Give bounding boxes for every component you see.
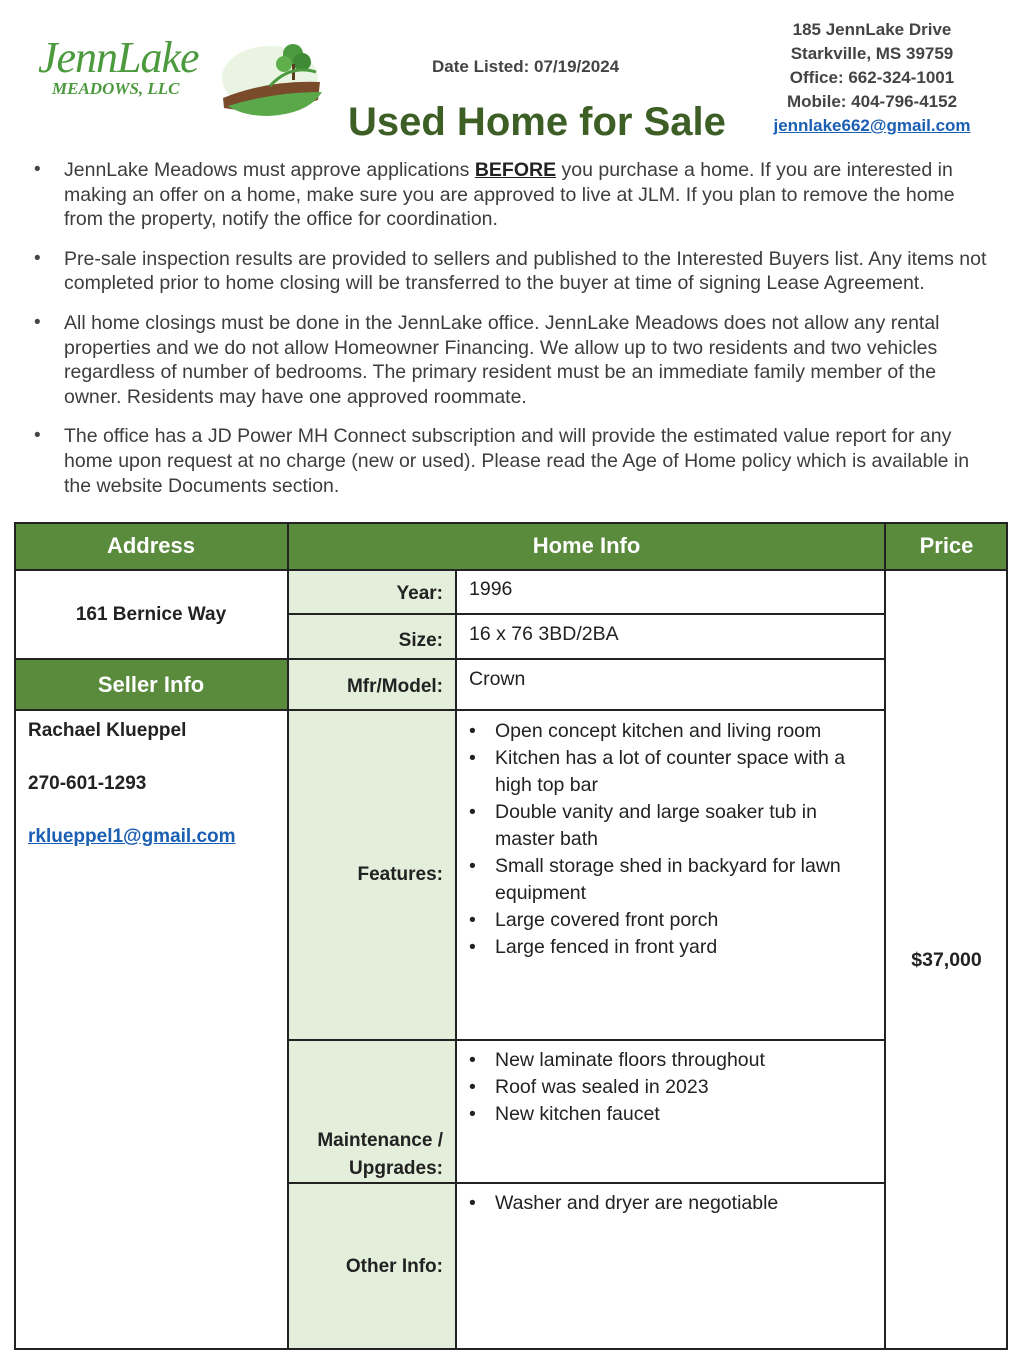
table-divider <box>288 1039 885 1041</box>
table-divider <box>884 522 886 1350</box>
listing-table <box>14 522 1008 1350</box>
table-divider <box>14 658 885 660</box>
contact-city: Starkville, MS 39759 <box>790 44 954 63</box>
address-value: 161 Bernice Way <box>75 603 227 625</box>
maintenance-label: Maintenance / Upgrades: <box>288 1040 456 1183</box>
policy-item: • The office has a JD Power MH Connect subscription and will provide the estimated value report for any home upon request at no charge (new or used). Please read the Age of Home policy which is available in the website Documents section. <box>32 424 992 498</box>
table-border <box>1006 522 1008 1350</box>
table-border <box>14 1348 1008 1350</box>
year-label: Year: <box>288 570 456 614</box>
seller-name: Rachael Klueppel <box>28 720 187 741</box>
table-divider <box>14 709 885 711</box>
company-logo <box>38 33 323 116</box>
table-border <box>14 522 1008 524</box>
list-item: • Washer and dryer are negotiable <box>469 1190 879 1217</box>
date-listed: Date Listed: 07/19/2024 <box>432 57 620 76</box>
policy-item: • Pre-sale inspection results are provided to sellers and published to the Interested Buyers list. Any items not completed prior to home closing will be transferred to the buyer at time of signing Lease Agreement. <box>32 247 992 296</box>
contact-office-phone: Office: 662-324-1001 <box>789 68 955 87</box>
contact-mobile-phone: Mobile: 404-796-4152 <box>786 92 958 111</box>
seller-phone: 270-601-1293 <box>28 773 147 794</box>
policy-item: • All home closings must be done in the JennLake office. JennLake Meadows does not allow any rental properties and we do not allow Homeowner Financing. We allow up to two residents and two vehicles regardless of number of bedrooms. The primary resident must be an immediate family member of the owner. Residents may have one approved roommate. <box>32 311 992 409</box>
list-item: • New kitchen faucet <box>469 1101 879 1128</box>
page-title: Used Home for Sale <box>348 100 726 144</box>
list-item: • Roof was sealed in 2023 <box>469 1074 879 1101</box>
contact-block <box>762 18 982 138</box>
address-header: Address <box>14 522 288 570</box>
contact-street: 185 JennLake Drive <box>792 20 952 39</box>
features-value <box>469 718 879 961</box>
list-item: • Double vanity and large soaker tub in master bath <box>469 799 879 853</box>
size-label: Size: <box>288 614 456 659</box>
policy-list <box>32 158 992 513</box>
home-info-header: Home Info <box>288 522 885 570</box>
list-item: • Large fenced in front yard <box>469 934 879 961</box>
table-divider <box>288 613 885 615</box>
price-value: $37,000 <box>911 948 982 971</box>
logo-name: JennLake <box>38 33 199 82</box>
features-label: Features: <box>288 710 456 1040</box>
seller-info <box>28 720 278 848</box>
policy-item: • JennLake Meadows must approve applications BEFORE you purchase a home. If you are interested in making an offer on a home, make sure you are approved to live at JLM. If you plan to remove the home from the property, notify the office for coordination. <box>32 158 992 232</box>
size-value: 16 x 76 3BD/2BA <box>469 623 619 645</box>
table-divider <box>287 522 289 1350</box>
table-divider <box>288 1182 885 1184</box>
list-item: • Small storage shed in backyard for lawn equipment <box>469 853 879 907</box>
list-item: • Open concept kitchen and living room <box>469 718 879 745</box>
mfr-model-value: Crown <box>469 668 526 690</box>
price-header: Price <box>885 522 1008 570</box>
table-border <box>14 522 16 1350</box>
list-item: • Large covered front porch <box>469 907 879 934</box>
other-info-label: Other Info: <box>288 1183 456 1350</box>
seller-email-link[interactable]: rklueppel1@gmail.com <box>28 826 236 847</box>
mfr-model-label: Mfr/Model: <box>288 659 456 710</box>
contact-email-link[interactable]: jennlake662@gmail.com <box>773 116 971 135</box>
list-item: • Kitchen has a lot of counter space with a high top bar <box>469 745 879 799</box>
year-value: 1996 <box>469 578 513 600</box>
other-info-value <box>469 1190 879 1217</box>
table-divider <box>14 569 1008 571</box>
policy-emphasis: BEFORE <box>474 159 557 181</box>
maintenance-value <box>469 1047 879 1128</box>
list-item: • New laminate floors throughout <box>469 1047 879 1074</box>
logo-subtitle: MEADOWS, LLC <box>52 79 180 98</box>
table-divider <box>455 570 457 1350</box>
seller-info-header: Seller Info <box>14 659 288 710</box>
